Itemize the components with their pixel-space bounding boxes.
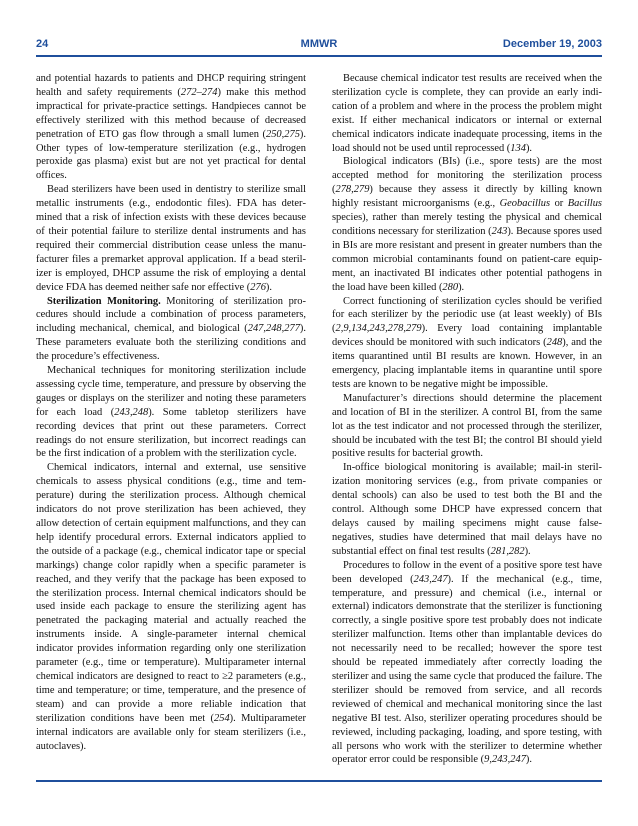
paragraph: Manufacturer’s directions should determine the placement and location of BI in the sterilizer. A control BI, from the same lot as the test indicator and not processed through the sterilizer, should be incubated with the test BI; the control BI should yield positive results for bacterial growth. (332, 392, 602, 460)
citation: 247,248,277 (247, 323, 300, 335)
citation: 2,9,134,243,278,279 (335, 323, 422, 335)
citation: 9,243,247 (484, 754, 526, 766)
paragraph: Because chemical indicator test results are received when the sterilization cycle is complete, they can provide an early indication of a problem and where in the process the problem might exist. If either mechanical indicators or internal or external chemical indicators indicate inadequate processing, items in the load should not be used until reprocessed (134). (332, 73, 602, 154)
citation: 278,279 (335, 184, 370, 196)
footer-rule (36, 780, 602, 782)
paragraph: In-office biological monitoring is available; mail-in sterilization monitoring services (e.g., from private companies or dental schools) can also be used to test both the BI and the control. Although some DHCP have expressed concern that delays caused by mailing specimens might cause false-negatives, studies have determined that mail delays have no substantial effect on final test results (281,282). (332, 462, 602, 557)
citation: 243,247 (413, 573, 448, 585)
section-heading: Sterilization Monitoring. (47, 295, 161, 307)
paragraph: Mechanical techniques for monitoring sterilization include assessing cycle time, temperature, and pressure by observing the gauges or displays on the sterilizer and noting these parameters for each load (243,248). Some tabletop sterilizers have recording devices that print out these parameters. Correct readings do not ensure sterilization, but incorrect readings can be the first indication of a problem with the sterilization cycle. (36, 365, 307, 460)
citation: 248 (546, 337, 563, 349)
citation: 272–274 (180, 86, 218, 98)
paragraph: Chemical indicators, internal and external, use sensitive chemicals to assess physical conditions (e.g., time and temperature) during the sterilization process. Although chemical indicators do not prove sterilization has been achieved, they allow detection of certain equipment malfunctions, and they can help identify procedural errors. External indicators applied to the outside of a package (e.g., chemical indicator tape or special markings) change color rapidly when a specific parameter is reached, and they verify that the package has been exposed to the sterilization process. Internal chemical indicators should be used inside each package to ensure the sterilizing agent has penetrated the packaging material and actually reached the instruments inside. A single-parameter internal chemical indicator provides information regarding only one sterilization parameter (e.g., time or temperature). Multiparameter internal chemical indicators are designed to react to ≥2 parameters (e.g., time and temperature; or time, temperature, and the presence of steam) and can provide a more reliable indication that sterilization conditions have been met (254). Multiparameter internal indicators are available only for steam sterilizers (i.e., autoclaves). (36, 462, 306, 752)
paragraph: and potential hazards to patients and DHCP requiring stringent health and safety requirements (272–274) make this method impractical for private-practice settings. Handpieces cannot be effectively sterilized with this method because of decreased penetration of ETO gas flow through a small lumen (250,275). Other types of low-temperature sterilization (e.g., hydrogen peroxide gas plasma) exist but are not yet practical for dental offices. (36, 73, 306, 182)
header-rule (36, 55, 602, 57)
issue-date: December 19, 2003 (502, 38, 602, 50)
paragraph: Sterilization Monitoring. Monitoring of sterilization procedures should include a combination of process parameters, including mechanical, chemical, and biological (247,248,277). These parameters evaluate both the sterilizing conditions and the procedure’s effectiveness. (36, 295, 306, 363)
citation: 134 (510, 142, 526, 154)
page-number: 24 (36, 38, 49, 50)
paragraph: Correct functioning of sterilization cycles should be verified for each sterilizer by the periodic use (at least weekly) of BIs (2,9,134,243,278,279). Every load containing implantable devices should be monitored with such indicators (248), and the items quarantined until BI results are known. However, in an emergency, placing implantable items in quarantine until spore tests are known to be negative might be impossible. (332, 295, 602, 390)
citation: 243,248 (114, 406, 149, 418)
journal-name: MMWR (300, 38, 338, 50)
genus-name: Bacillus (567, 198, 602, 210)
paragraph: Biological indicators (BIs) (i.e., spore tests) are the most accepted method for monitoring the sterilization process (278,279) because they assess it directly by killing known highly resistant microorganisms (e.g., Geobacillus or Bacillus species), rather than merely testing the physical and chemical conditions necessary for sterilization (243). Because spores used in BIs are more resistant and present in greater numbers than the common microbial contaminants found on patient-care equipment, an inactivated BI indicates other potential pathogens in the load have been killed (280). (332, 156, 602, 293)
running-header (36, 38, 602, 54)
citation: 254 (214, 712, 230, 724)
paragraph: Procedures to follow in the event of a positive spore test have been developed (243,247). If the mechanical (e.g., time, temperature, and pressure) and chemical (i.e., internal or external) indicators demonstrate that the sterilizer is functioning correctly, a single positive spore test probably does not indicate sterilizer malfunction. Items other than implantable devices do not necessarily need to be recalled; however the spore test should be repeated immediately after correctly loading the sterilizer and using the same cycle that produced the failure. The sterilizer should be removed from service, and all records reviewed of chemical and mechanical monitoring since the last negative BI test. Also, sterilizer operating procedures should be reviewed, including packaging, loading, and spore testing, with all persons who work with the sterilizer to determine whether operator error could be responsible (9,243,247). (332, 559, 602, 766)
left-column (36, 72, 306, 753)
right-column (332, 72, 602, 767)
citation: 250,275 (265, 128, 300, 140)
citation: 281,282 (490, 545, 525, 557)
citation: 243 (491, 225, 508, 237)
citation: 280 (442, 281, 459, 293)
genus-name: Geobacillus (499, 198, 551, 210)
citation: 276 (250, 281, 266, 293)
paragraph: Bead sterilizers have been used in dentistry to sterilize small metallic instruments (e.g., endodontic files). FDA has determined that a risk of infection exists with these devices because of their potential failure to sterilize dental instruments and has required their commercial distribution cease unless the manufacturer files a premarket approval application. If a bead sterilizer is employed, DHCP assume the risk of employing a dental device FDA has deemed neither safe nor effective (276). (36, 184, 306, 293)
